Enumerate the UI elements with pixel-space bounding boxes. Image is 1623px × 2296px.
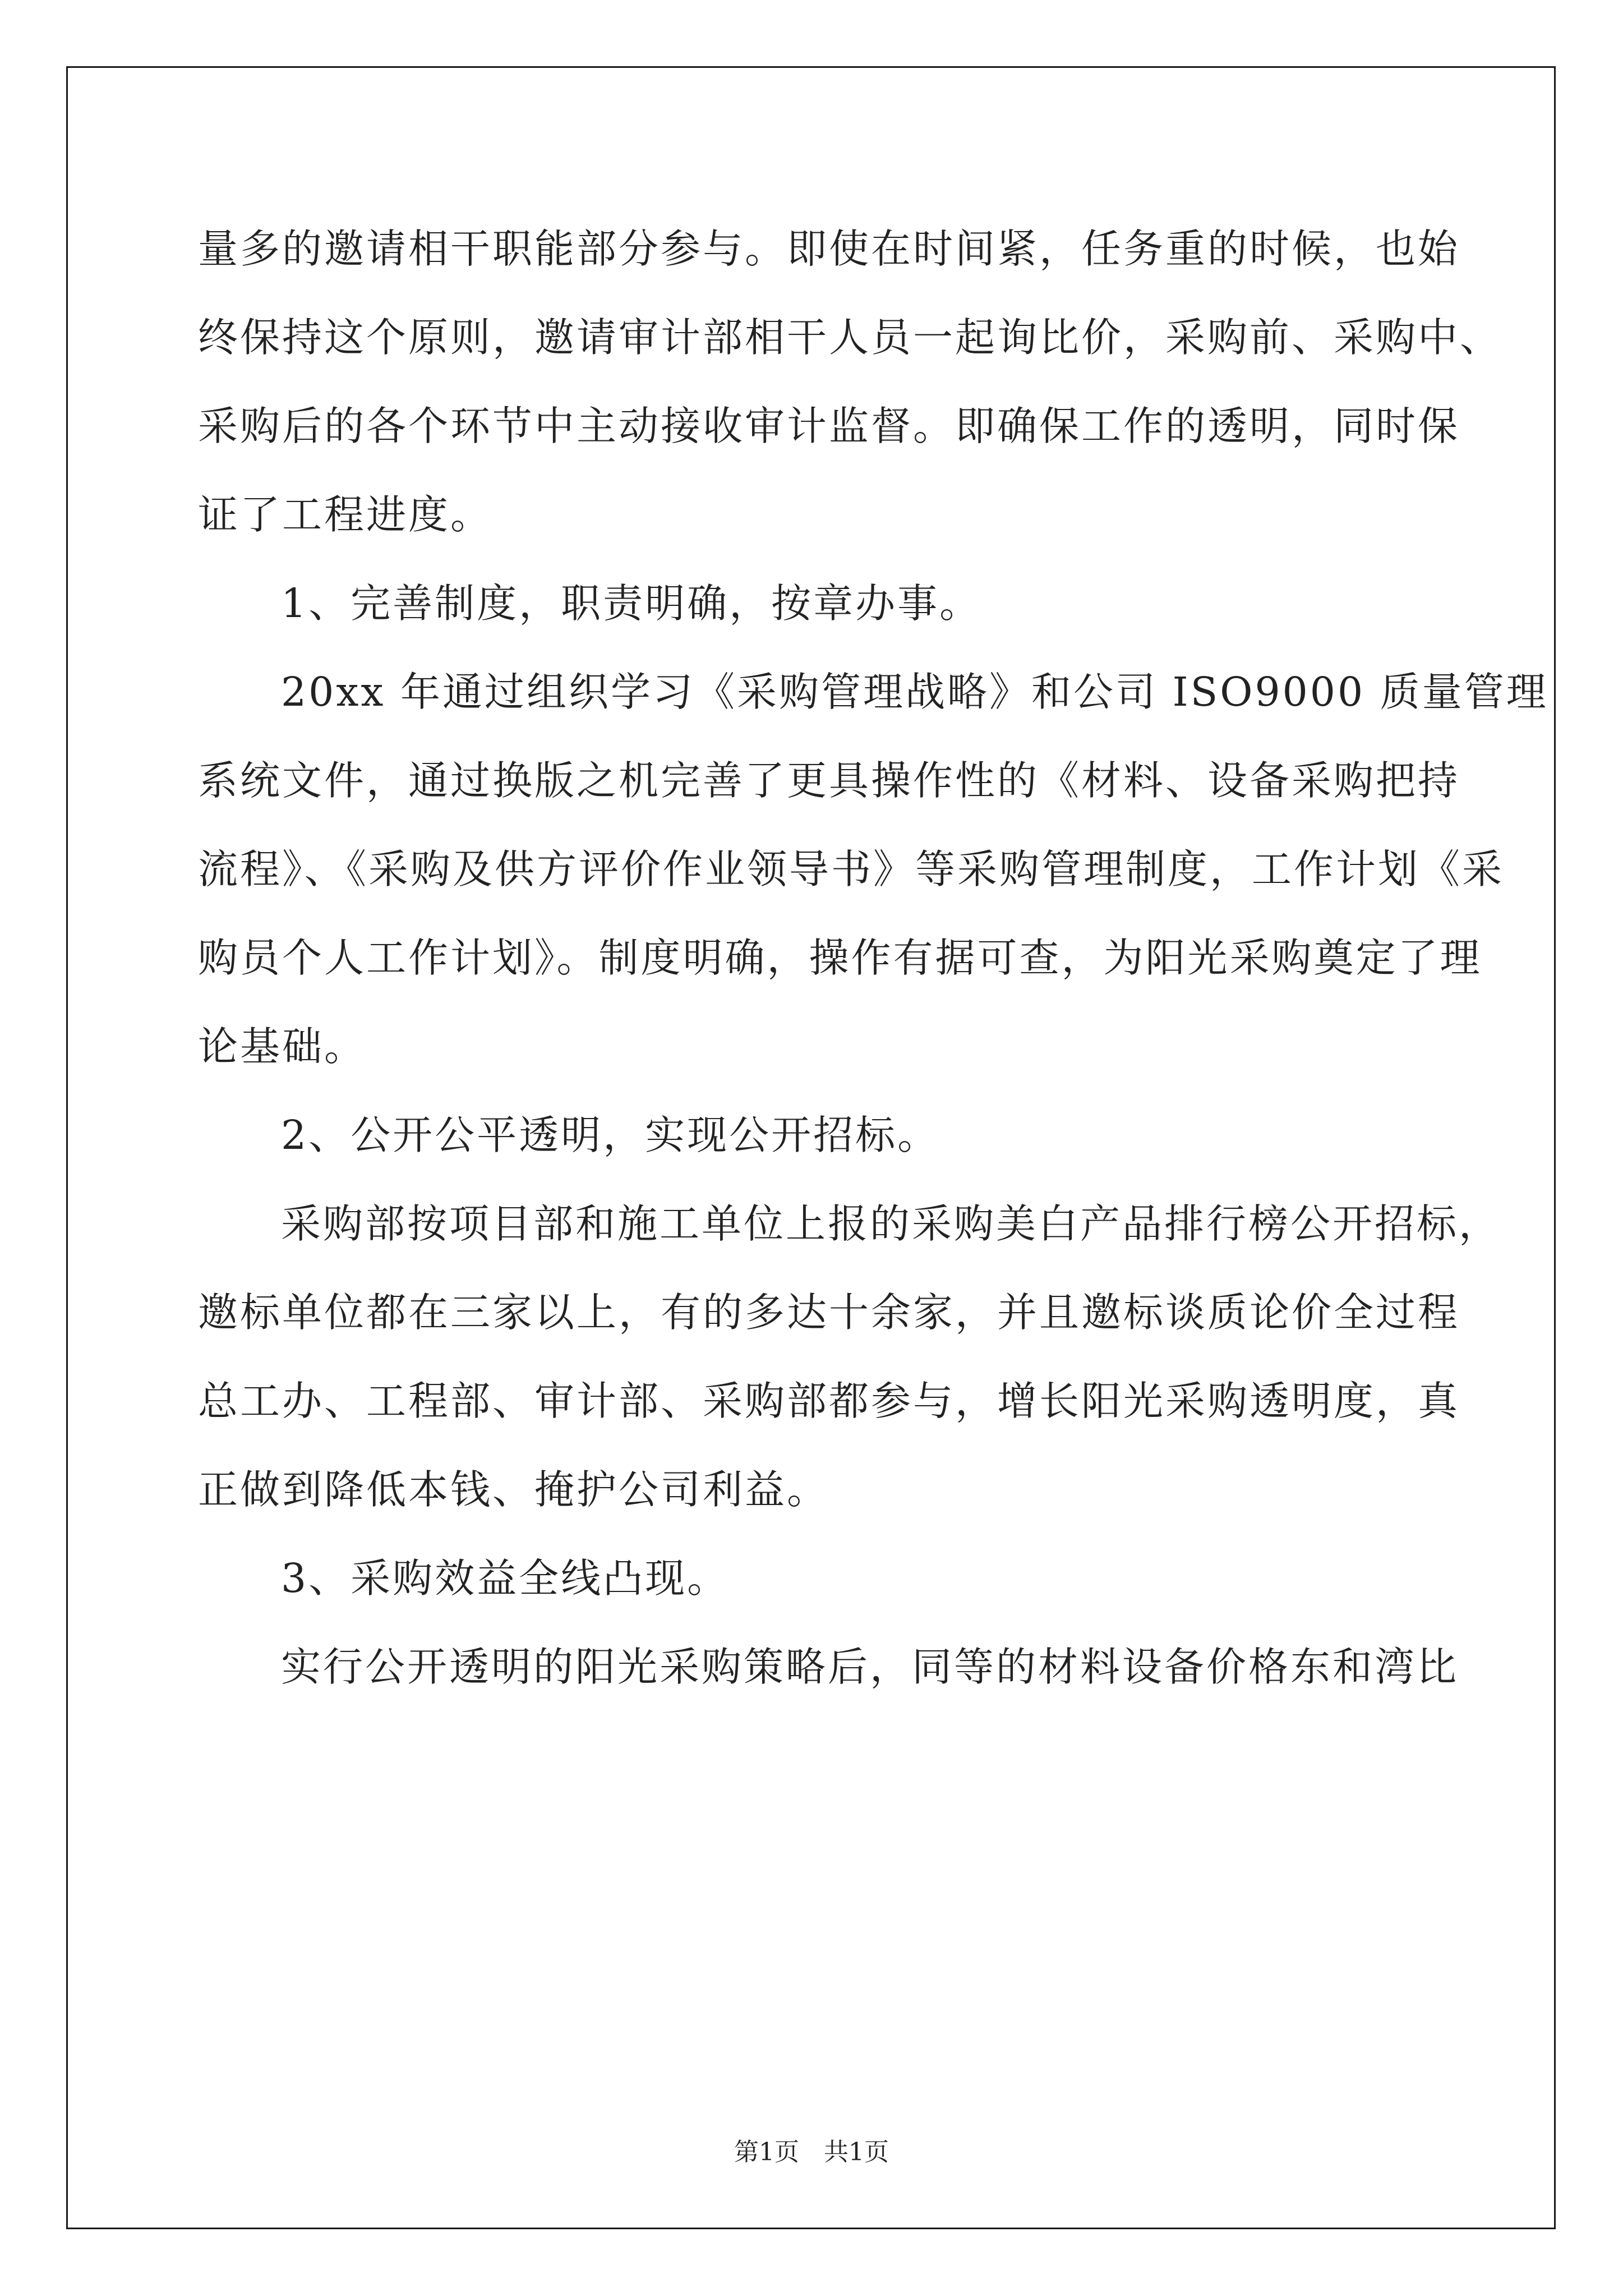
- paragraph-line: 论基础。: [198, 1023, 367, 1070]
- page-total: 共1页: [824, 2138, 889, 2166]
- paragraph-line: 证了工程进度。: [198, 491, 493, 538]
- paragraph-line: 量多的邀请相干职能部分参与。即使在时间紧，任务重的时候，也始: [198, 226, 1460, 272]
- paragraph-line: 总工办、工程部、审计部、采购部都参与，增长阳光采购透明度，真: [198, 1378, 1460, 1424]
- section-heading: 2、公开公平透明，实现公开招标。: [281, 1112, 940, 1158]
- section-heading: 3、采购效益全线凸现。: [281, 1555, 730, 1602]
- document-body: [198, 205, 1548, 1711]
- section-heading: 1、完善制度，职责明确，按章办事。: [281, 580, 982, 627]
- paragraph-line: 流程》、《采购及供方评价作业领导书》等采购管理制度，工作计划《采: [198, 846, 1505, 892]
- page-footer: [0, 2132, 1623, 2168]
- paragraph-line: 采购后的各个环节中主动接收审计监督。即确保工作的透明，同时保: [198, 403, 1460, 449]
- paragraph-line: 邀标单位都在三家以上，有的多达十余家，并且邀标谈质论价全过程: [198, 1289, 1460, 1336]
- paragraph-line: 实行公开透明的阳光采购策略后，同等的材料设备价格东和湾比: [281, 1644, 1459, 1690]
- paragraph-line: 正做到降低本钱、掩护公司利益。: [198, 1466, 829, 1513]
- paragraph-line: 终保持这个原则，邀请审计部相干人员一起询比价，采购前、采购中、: [198, 314, 1502, 361]
- page-number: 第1页: [734, 2138, 799, 2166]
- paragraph-line: 系统文件，通过换版之机完善了更具操作性的《材料、设备采购把持: [198, 757, 1460, 804]
- paragraph-line: 20xx 年通过组织学习《采购管理战略》和公司 ISO9000 质量管理: [281, 669, 1548, 715]
- paragraph-line: 购员个人工作计划》。制度明确，操作有据可查，为阳光采购奠定了理: [198, 935, 1482, 981]
- paragraph-line: 采购部按项目部和施工单位上报的采购美白产品排行榜公开招标，: [281, 1200, 1501, 1247]
